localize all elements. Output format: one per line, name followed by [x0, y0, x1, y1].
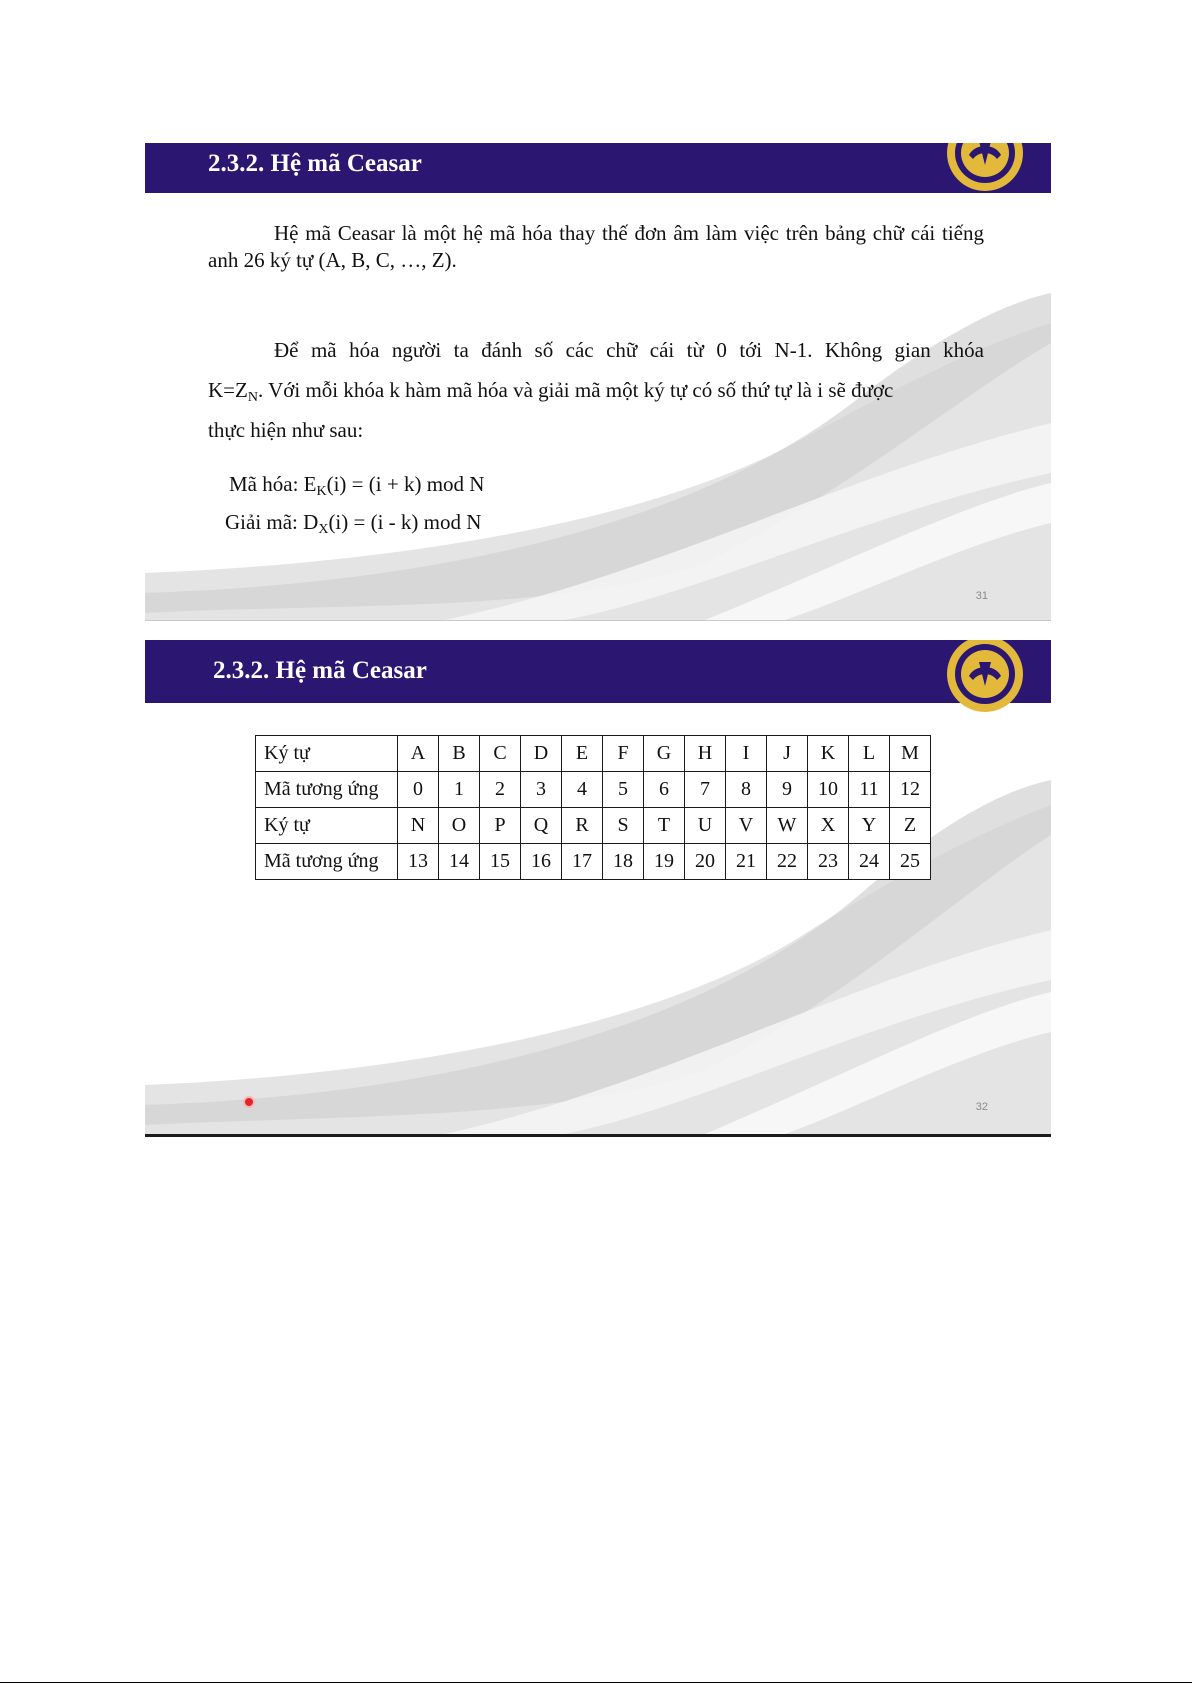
table-cell: Y: [849, 808, 890, 844]
table-cell: 20: [685, 844, 726, 880]
table-cell: K: [808, 736, 849, 772]
table-cell: 16: [521, 844, 562, 880]
table-cell: 14: [439, 844, 480, 880]
table-cell: 11: [849, 772, 890, 808]
table-cell: O: [439, 808, 480, 844]
table-cell: 18: [603, 844, 644, 880]
table-cell: 5: [603, 772, 644, 808]
table-cell: L: [849, 736, 890, 772]
table-cell: 13: [398, 844, 439, 880]
table-cell: Z: [890, 808, 931, 844]
slide-title: 2.3.2. Hệ mã Ceasar: [213, 657, 427, 684]
table-row-label: Mã tương ứng: [256, 844, 398, 880]
encrypt-formula: Mã hóa: $E_K(i) = (i + k)$ mod N: [229, 472, 485, 499]
title-bar: [145, 640, 1051, 703]
table-cell: F: [603, 736, 644, 772]
background-swoosh: [145, 640, 1051, 1134]
table-row: [256, 844, 931, 880]
table-cell: 23: [808, 844, 849, 880]
table-cell: 24: [849, 844, 890, 880]
university-logo-icon: [945, 640, 1025, 714]
table-cell: N: [398, 808, 439, 844]
table-cell: T: [644, 808, 685, 844]
table-cell: 6: [644, 772, 685, 808]
table-cell: H: [685, 736, 726, 772]
key-space-line-3: thực hiện như sau:: [208, 418, 364, 442]
table-row: [256, 808, 931, 844]
decrypt-formula: Giải mã: $D_X(i) = (i - k)$ mod N: [225, 510, 482, 537]
table-cell: S: [603, 808, 644, 844]
slide-32: [145, 640, 1051, 1137]
slide-title: 2.3.2. Hệ mã Ceasar: [208, 150, 422, 177]
table-cell: 8: [726, 772, 767, 808]
key-space-line-1: [208, 338, 984, 363]
table-row-label: Ký tự: [256, 808, 398, 844]
table-cell: 4: [562, 772, 603, 808]
table-row-label: Ký tự: [256, 736, 398, 772]
key-space-text-1: Để mã hóa người ta đánh số các chữ cái từ 0 tới N-1. Không gian khóa: [274, 338, 984, 362]
table-cell: 22: [767, 844, 808, 880]
table-cell: G: [644, 736, 685, 772]
intro-text: Hệ mã Ceasar là một hệ mã hóa thay thế đơn âm làm việc trên bảng chữ cái tiếng anh 26 ký tự (A, B, C, …, Z).: [208, 221, 984, 272]
table-cell: X: [808, 808, 849, 844]
key-space-line-2: $K=Z_N$. Với mỗi khóa k hàm mã hóa và giải mã một ký tự có số thứ tự là i sẽ được: [208, 378, 894, 405]
table-row: [256, 772, 931, 808]
table-cell: E: [562, 736, 603, 772]
table-cell: I: [726, 736, 767, 772]
page-number: 31: [975, 590, 988, 602]
intro-paragraph: [208, 220, 984, 274]
table-cell: 25: [890, 844, 931, 880]
table-cell: D: [521, 736, 562, 772]
table-cell: 10: [808, 772, 849, 808]
table-cell: 7: [685, 772, 726, 808]
page-number: 32: [975, 1101, 988, 1113]
page-bottom-rule: [0, 1682, 1192, 1683]
table-cell: V: [726, 808, 767, 844]
table-cell: Q: [521, 808, 562, 844]
caesar-code-table: [255, 735, 931, 880]
table-cell: U: [685, 808, 726, 844]
table-cell: 19: [644, 844, 685, 880]
table-cell: A: [398, 736, 439, 772]
table-cell: 3: [521, 772, 562, 808]
slide-31: [145, 143, 1051, 621]
table-cell: R: [562, 808, 603, 844]
table-cell: C: [480, 736, 521, 772]
table-cell: B: [439, 736, 480, 772]
table-cell: J: [767, 736, 808, 772]
table-cell: 15: [480, 844, 521, 880]
table-cell: P: [480, 808, 521, 844]
laser-pointer-dot: [245, 1098, 253, 1106]
table-cell: 1: [439, 772, 480, 808]
table-cell: 21: [726, 844, 767, 880]
table-cell: 12: [890, 772, 931, 808]
table-row: [256, 736, 931, 772]
table-cell: 0: [398, 772, 439, 808]
table-cell: 9: [767, 772, 808, 808]
table-cell: W: [767, 808, 808, 844]
table-cell: 17: [562, 844, 603, 880]
table-row-label: Mã tương ứng: [256, 772, 398, 808]
table-cell: M: [890, 736, 931, 772]
table-cell: 2: [480, 772, 521, 808]
